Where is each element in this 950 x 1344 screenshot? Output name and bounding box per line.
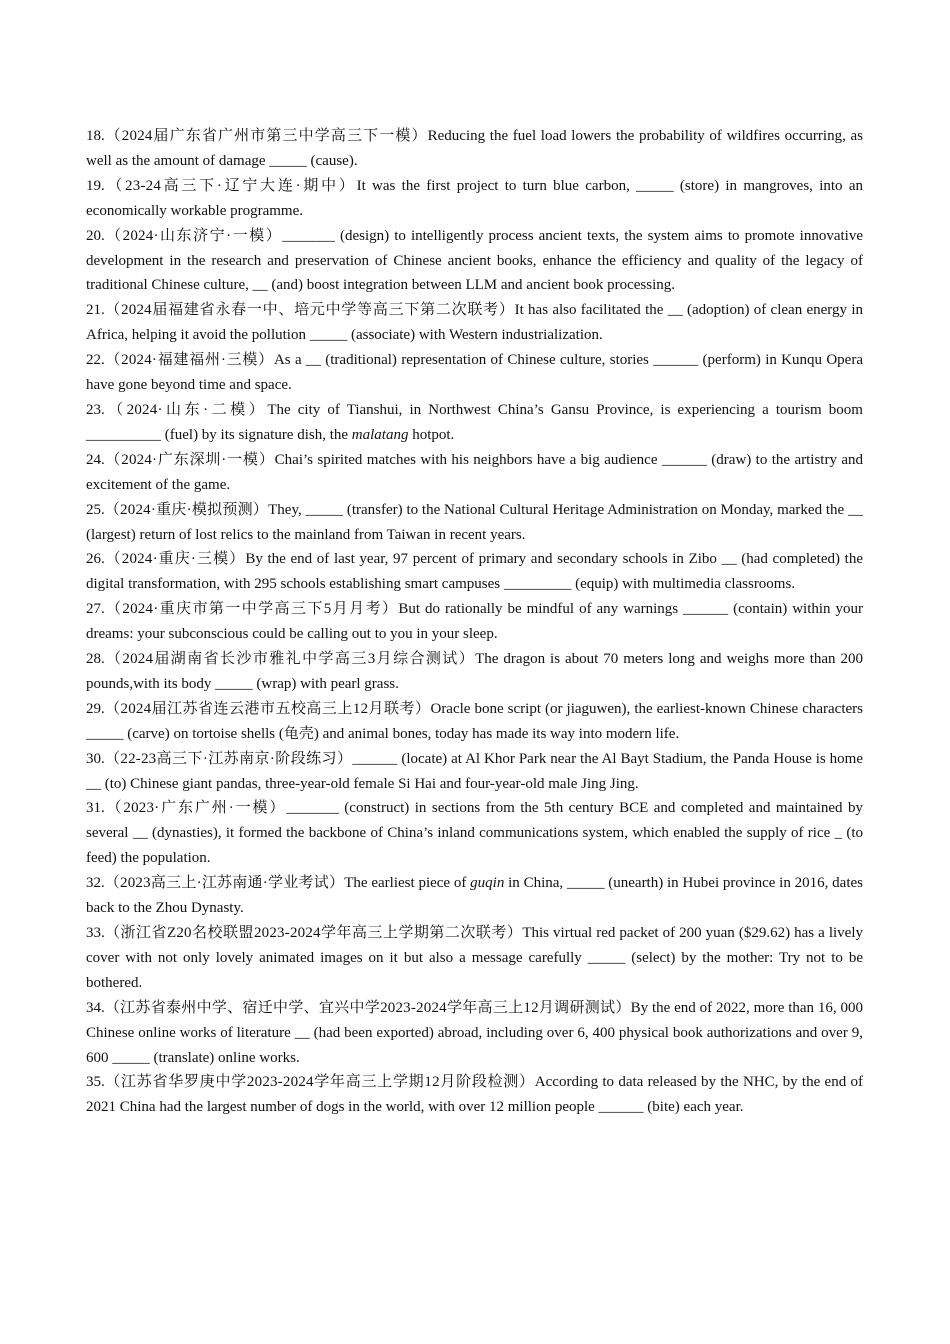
question-italic-term: guqin (470, 875, 505, 892)
question-35 (86, 1070, 863, 1120)
question-23 (86, 398, 863, 448)
question-source: （2024·重庆·模拟预测） (104, 501, 269, 518)
question-number: 21. (86, 302, 105, 319)
question-text: As a __ (traditional) representation of Chinese culture, stories ______ (perform) in Kunqu Opera have gone beyond time and space. (86, 352, 863, 394)
question-text: Oracle bone script (or jiaguwen), the earliest-known Chinese characters _____ (carve) on tortoise shells (龟壳) and animal bones, today has made its way into modern life. (86, 700, 863, 742)
question-19 (86, 174, 863, 224)
question-source: （2024·重庆·三模） (104, 551, 246, 568)
question-text: But do rationally be mindful of any warnings ______ (contain) within your dreams: your subconscious could be calling out to you in your sleep. (86, 601, 863, 643)
question-text: It was the first project to turn blue carbon, _____ (store) in mangroves, into an economically workable programme. (86, 177, 864, 219)
question-number: 33. (86, 925, 105, 941)
question-source: （2024·广东深圳·一模） (104, 451, 275, 468)
question-21 (86, 298, 863, 348)
question-source: （浙江省Z20名校联盟2023-2024学年高三上学期第二次联考） (104, 925, 523, 941)
question-text: Chai’s spirited matches with his neighbors have a big audience ______ (draw) to the artistry and excitement of the game. (86, 451, 863, 493)
question-source: （2024·重庆市第一中学高三下5月月考） (104, 601, 399, 618)
question-source: （2024·福建福州·三模） (104, 352, 274, 369)
question-source: （22-23高三下·江苏南京·阶段练习） (104, 750, 353, 767)
question-text: _______ (construct) in sections from the 5th century BCE and completed and maintained by several __ (dynasties), it formed the backbone of China’s inland communications system, which enabled the supply of rice _ (to feed) the population. (86, 800, 864, 867)
question-number: 29. (86, 700, 105, 717)
question-text-end: in China, _____ (unearth) in Hubei province in 2016, dates back to the Zhou Dynasty. (86, 875, 864, 917)
question-source: （2024届湖南省长沙市雅礼中学高三3月综合测试） (104, 651, 476, 668)
question-list (86, 124, 863, 1120)
question-34 (86, 996, 863, 1071)
question-number: 18. (86, 128, 105, 144)
question-text: The dragon is about 70 meters long and weighs more than 200 pounds,with its body _____ (wrap) with pearl grass. (86, 651, 863, 692)
question-text: This virtual red packet of 200 yuan ($29.62) has a lively cover with not only lovely animated images on it but also a message carefully _____ (select) by the mother: Try not to be bothered. (86, 925, 863, 991)
question-text-end: hotpot. (408, 426, 455, 443)
question-22 (86, 348, 863, 398)
question-number: 28. (86, 651, 105, 668)
question-31 (86, 796, 863, 871)
question-text: According to data released by the NHC, by the end of 2021 China had the largest number of dogs in the world, with over 12 million people ______ (bite) each year. (86, 1074, 863, 1116)
question-source: （2023·广东广州·一模） (104, 800, 287, 817)
question-number: 20. (86, 227, 105, 244)
question-source: （2023高三上·江苏南通·学业考试） (104, 875, 345, 892)
question-text: By the end of last year, 97 percent of primary and secondary schools in Zibo __ (had completed) the digital transformation, with 295 schools establishing smart campuses _________ (equip) with multimedia classrooms. (86, 551, 863, 593)
question-source: （2024届江苏省连云港市五校高三上12月联考） (104, 700, 431, 717)
question-text: _______ (design) to intelligently process ancient texts, the system aims to promote innovative development in the research and preservation of Chinese ancient books, enhance the efficiency and quality of the legacy of traditional Chinese culture, __ (and) boost integration between LLM and ancient book processing. (86, 227, 863, 294)
question-25 (86, 498, 863, 548)
question-text: By the end of 2022, more than 16, 000 Chinese online works of literature __ (had been exported) abroad, including over 6, 400 physical book authorizations and over 9, 600 _____ (translate) online works. (86, 999, 863, 1066)
question-20 (86, 224, 863, 299)
question-number: 22. (86, 352, 105, 369)
question-30 (86, 747, 863, 797)
question-number: 34. (86, 999, 105, 1016)
question-source: （2024届福建省永春一中、培元中学等高三下第二次联考） (104, 302, 515, 319)
question-27 (86, 597, 863, 647)
question-number: 19. (86, 177, 105, 194)
question-number: 35. (86, 1074, 105, 1091)
question-24 (86, 448, 863, 498)
question-26 (86, 547, 863, 597)
question-source: （23-24高三下·辽宁大连·期中） (104, 177, 357, 194)
question-28 (86, 647, 863, 697)
question-source: （2024·山东·二模） (104, 401, 268, 418)
question-number: 30. (86, 750, 105, 767)
question-text: The city of Tianshui, in Northwest China’s Gansu Province, is experiencing a tourism boom __________ (fuel) by its signature dish, the (86, 401, 863, 443)
question-number: 26. (86, 551, 105, 568)
question-33 (86, 921, 863, 996)
question-text: The earliest piece of (344, 875, 471, 892)
question-number: 24. (86, 451, 105, 468)
question-text: ______ (locate) at Al Khor Park near the Al Bayt Stadium, the Panda House is home __ (to) Chinese giant pandas, three-year-old female Si Hai and four-year-old male Jing Jing. (86, 750, 863, 792)
question-number: 23. (86, 401, 105, 418)
question-number: 25. (86, 501, 105, 518)
question-text: They, _____ (transfer) to the National Cultural Heritage Administration on Monday, marked the __ (largest) return of lost relics to the mainland from Taiwan in recent years. (86, 501, 863, 543)
question-italic-term: malatang (351, 426, 409, 443)
question-source: （2024·山东济宁·一模） (104, 227, 283, 244)
question-number: 32. (86, 875, 105, 892)
question-source: （2024届广东省广州市第三中学高三下一模） (104, 128, 428, 144)
question-number: 27. (86, 601, 105, 618)
question-18 (86, 124, 863, 174)
question-text: It has also facilitated the __ (adoption) of clean energy in Africa, helping it avoid the pollution _____ (associate) with Western industrialization. (86, 302, 864, 344)
question-source: （江苏省泰州中学、宿迁中学、宜兴中学2023-2024学年高三上12月调研测试） (104, 999, 631, 1016)
question-32 (86, 871, 863, 921)
question-source: （江苏省华罗庚中学2023-2024学年高三上学期12月阶段检测） (104, 1074, 535, 1091)
question-number: 31. (86, 800, 105, 817)
question-29 (86, 697, 863, 747)
question-text: Reducing the fuel load lowers the probability of wildfires occurring, as well as the amount of damage _____ (cause). (86, 128, 863, 169)
